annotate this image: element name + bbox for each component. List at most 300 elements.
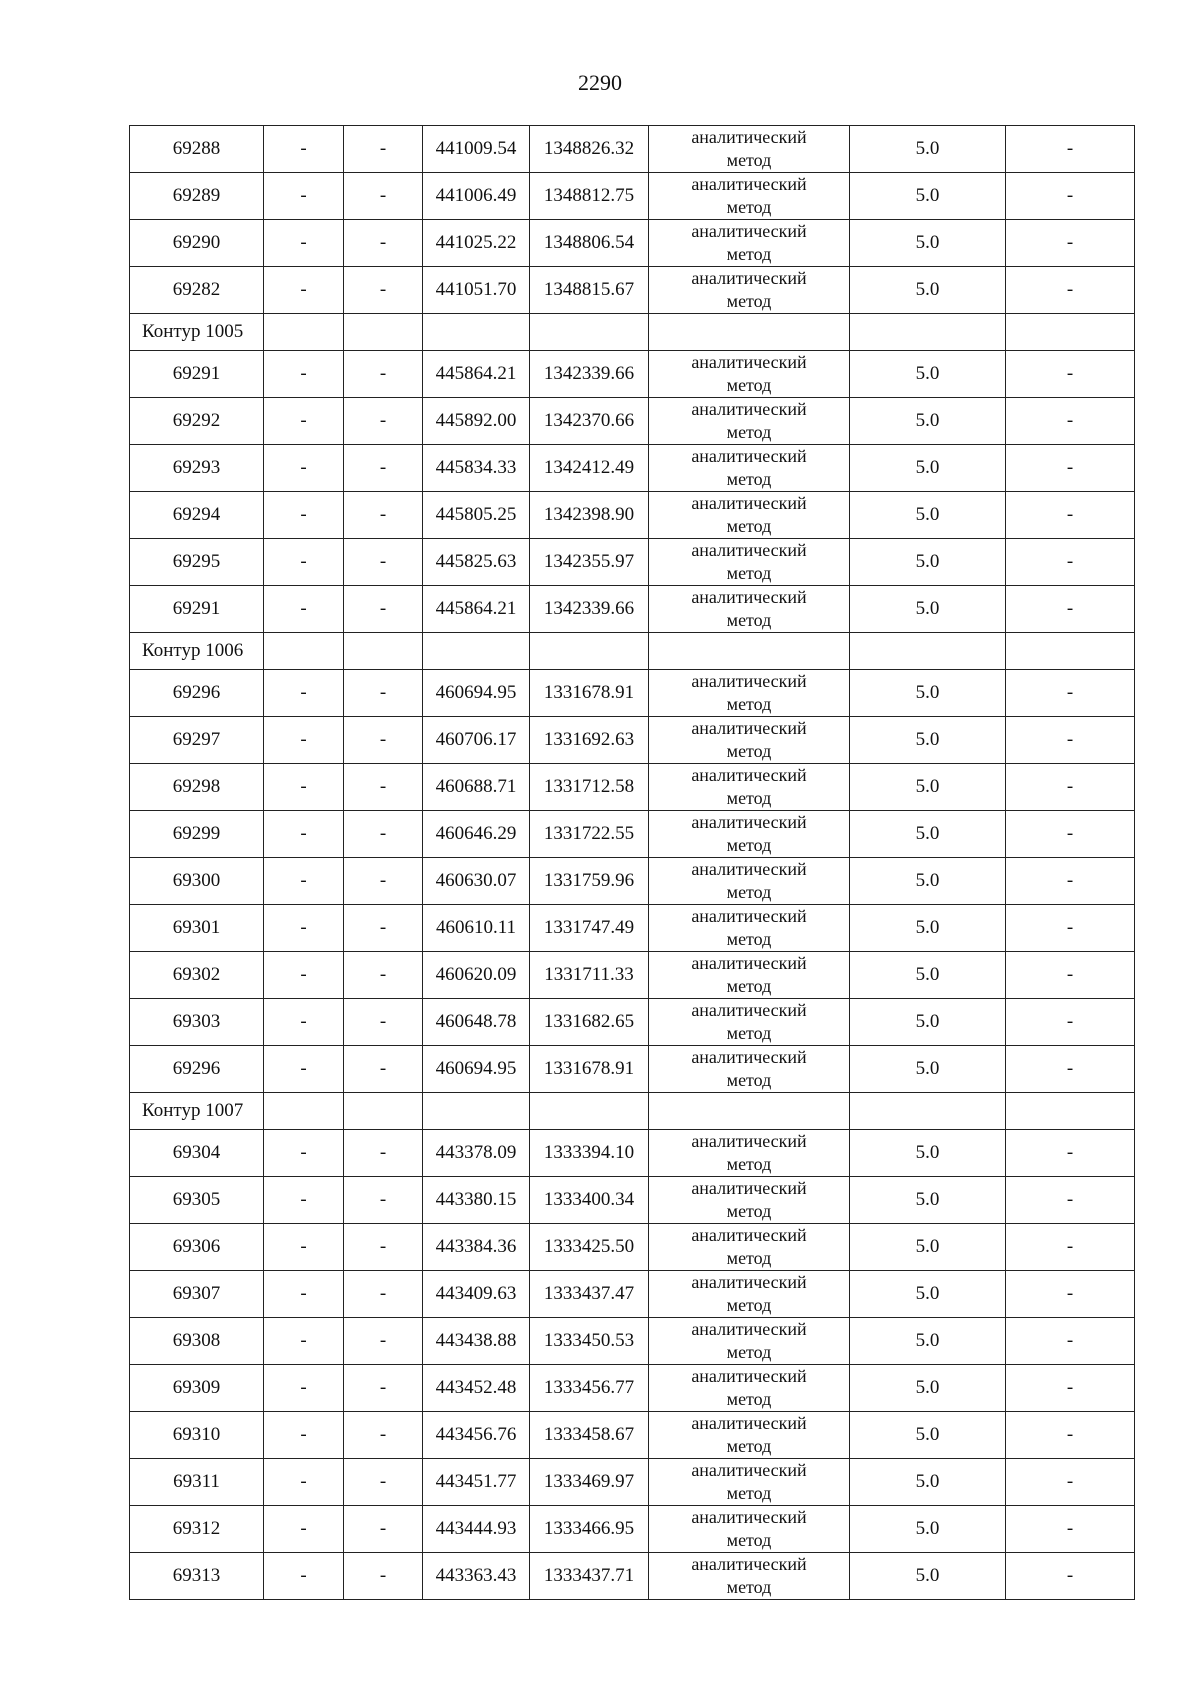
x-coordinate-cell: 460646.29 (423, 811, 530, 858)
method-cell (649, 952, 850, 999)
dash-cell: - (264, 905, 344, 952)
dash-cell: - (1006, 539, 1135, 586)
method-text: метод (726, 1248, 772, 1268)
empty-cell (264, 1093, 344, 1130)
x-coordinate-cell: 443452.48 (423, 1365, 530, 1412)
y-coordinate-cell: 1331712.58 (530, 764, 649, 811)
dash-cell: - (1006, 670, 1135, 717)
point-id-cell: 69296 (130, 1046, 264, 1093)
method-text: метод (726, 422, 772, 442)
accuracy-cell: 5.0 (850, 764, 1006, 811)
dash-cell: - (344, 1177, 423, 1224)
dash-cell: - (344, 858, 423, 905)
dash-cell: - (1006, 220, 1135, 267)
empty-cell (649, 314, 850, 351)
dash-cell: - (344, 126, 423, 173)
accuracy-cell: 5.0 (850, 126, 1006, 173)
dash-cell: - (344, 173, 423, 220)
table-row (130, 670, 1135, 717)
point-id-cell: 69291 (130, 351, 264, 398)
method-text: метод (726, 516, 772, 536)
table-row (130, 858, 1135, 905)
table-body (130, 126, 1135, 1600)
x-coordinate-cell: 460620.09 (423, 952, 530, 999)
empty-cell (850, 633, 1006, 670)
dash-cell: - (1006, 1130, 1135, 1177)
dash-cell: - (264, 670, 344, 717)
dash-cell: - (1006, 445, 1135, 492)
x-coordinate-cell: 443384.36 (423, 1224, 530, 1271)
method-text: аналитический (691, 1366, 807, 1386)
method-cell (649, 999, 850, 1046)
accuracy-cell: 5.0 (850, 220, 1006, 267)
empty-cell (530, 1093, 649, 1130)
accuracy-cell: 5.0 (850, 539, 1006, 586)
method-cell (649, 351, 850, 398)
y-coordinate-cell: 1342339.66 (530, 351, 649, 398)
y-coordinate-cell: 1333469.97 (530, 1459, 649, 1506)
point-id-cell: 69291 (130, 586, 264, 633)
point-id-cell: 69309 (130, 1365, 264, 1412)
table-row (130, 1046, 1135, 1093)
dash-cell: - (1006, 952, 1135, 999)
empty-cell (530, 633, 649, 670)
dash-cell: - (1006, 126, 1135, 173)
method-cell (649, 220, 850, 267)
dash-cell: - (1006, 267, 1135, 314)
point-id-cell: 69292 (130, 398, 264, 445)
table-row (130, 905, 1135, 952)
method-cell (649, 1130, 850, 1177)
method-text: метод (726, 882, 772, 902)
dash-cell: - (344, 539, 423, 586)
accuracy-cell: 5.0 (850, 717, 1006, 764)
point-id-cell: 69310 (130, 1412, 264, 1459)
method-text: аналитический (691, 352, 807, 372)
dash-cell: - (344, 1459, 423, 1506)
contour-label: Контур 1005 (130, 314, 264, 351)
method-text: метод (726, 1201, 772, 1221)
contour-label: Контур 1007 (130, 1093, 264, 1130)
method-text: аналитический (691, 765, 807, 785)
dash-cell: - (1006, 905, 1135, 952)
dash-cell: - (1006, 717, 1135, 764)
method-cell (649, 1177, 850, 1224)
x-coordinate-cell: 460694.95 (423, 1046, 530, 1093)
method-cell (649, 1506, 850, 1553)
point-id-cell: 69303 (130, 999, 264, 1046)
dash-cell: - (344, 717, 423, 764)
accuracy-cell: 5.0 (850, 1224, 1006, 1271)
table-row (130, 586, 1135, 633)
dash-cell: - (264, 267, 344, 314)
table-row (130, 267, 1135, 314)
accuracy-cell: 5.0 (850, 952, 1006, 999)
y-coordinate-cell: 1331682.65 (530, 999, 649, 1046)
method-text: аналитический (691, 1319, 807, 1339)
method-text: аналитический (691, 906, 807, 926)
dash-cell: - (1006, 1553, 1135, 1600)
x-coordinate-cell: 445834.33 (423, 445, 530, 492)
method-cell (649, 1365, 850, 1412)
method-text: аналитический (691, 446, 807, 466)
table-row (130, 1318, 1135, 1365)
y-coordinate-cell: 1333437.47 (530, 1271, 649, 1318)
method-text: метод (726, 244, 772, 264)
dash-cell: - (264, 952, 344, 999)
accuracy-cell: 5.0 (850, 351, 1006, 398)
method-text: метод (726, 835, 772, 855)
method-cell (649, 1271, 850, 1318)
point-id-cell: 69300 (130, 858, 264, 905)
dash-cell: - (1006, 351, 1135, 398)
table-row (130, 398, 1135, 445)
point-id-cell: 69301 (130, 905, 264, 952)
dash-cell: - (1006, 1506, 1135, 1553)
table-row (130, 999, 1135, 1046)
method-text: аналитический (691, 1000, 807, 1020)
method-text: аналитический (691, 540, 807, 560)
dash-cell: - (264, 999, 344, 1046)
method-text: метод (726, 1389, 772, 1409)
method-text: метод (726, 610, 772, 630)
contour-header-row (130, 633, 1135, 670)
table-row (130, 811, 1135, 858)
accuracy-cell: 5.0 (850, 1271, 1006, 1318)
method-text: аналитический (691, 671, 807, 691)
y-coordinate-cell: 1333450.53 (530, 1318, 649, 1365)
dash-cell: - (264, 539, 344, 586)
accuracy-cell: 5.0 (850, 1459, 1006, 1506)
dash-cell: - (344, 952, 423, 999)
method-text: аналитический (691, 859, 807, 879)
method-cell (649, 173, 850, 220)
dash-cell: - (344, 1224, 423, 1271)
dash-cell: - (344, 586, 423, 633)
dash-cell: - (344, 445, 423, 492)
dash-cell: - (264, 1130, 344, 1177)
dash-cell: - (264, 445, 344, 492)
y-coordinate-cell: 1348815.67 (530, 267, 649, 314)
x-coordinate-cell: 443378.09 (423, 1130, 530, 1177)
accuracy-cell: 5.0 (850, 1553, 1006, 1600)
method-text: метод (726, 1530, 772, 1550)
table-row (130, 173, 1135, 220)
dash-cell: - (264, 126, 344, 173)
method-text: аналитический (691, 1178, 807, 1198)
dash-cell: - (264, 351, 344, 398)
dash-cell: - (344, 1046, 423, 1093)
empty-cell (850, 314, 1006, 351)
method-text: аналитический (691, 268, 807, 288)
dash-cell: - (264, 1271, 344, 1318)
method-cell (649, 1224, 850, 1271)
dash-cell: - (264, 1412, 344, 1459)
dash-cell: - (344, 351, 423, 398)
point-id-cell: 69313 (130, 1553, 264, 1600)
dash-cell: - (1006, 1412, 1135, 1459)
dash-cell: - (264, 1506, 344, 1553)
empty-cell (649, 633, 850, 670)
accuracy-cell: 5.0 (850, 811, 1006, 858)
contour-header-row (130, 1093, 1135, 1130)
method-text: аналитический (691, 1131, 807, 1151)
method-text: аналитический (691, 174, 807, 194)
empty-cell (423, 633, 530, 670)
accuracy-cell: 5.0 (850, 445, 1006, 492)
dash-cell: - (264, 764, 344, 811)
empty-cell (264, 633, 344, 670)
method-text: метод (726, 1070, 772, 1090)
method-text: метод (726, 563, 772, 583)
accuracy-cell: 5.0 (850, 173, 1006, 220)
contour-label: Контур 1006 (130, 633, 264, 670)
dash-cell: - (344, 267, 423, 314)
dash-cell: - (1006, 492, 1135, 539)
dash-cell: - (1006, 764, 1135, 811)
method-text: метод (726, 197, 772, 217)
method-text: аналитический (691, 399, 807, 419)
method-text: метод (726, 1342, 772, 1362)
dash-cell: - (344, 999, 423, 1046)
method-text: метод (726, 788, 772, 808)
y-coordinate-cell: 1331692.63 (530, 717, 649, 764)
x-coordinate-cell: 460630.07 (423, 858, 530, 905)
dash-cell: - (344, 220, 423, 267)
method-cell (649, 717, 850, 764)
method-cell (649, 1318, 850, 1365)
x-coordinate-cell: 460688.71 (423, 764, 530, 811)
method-text: метод (726, 1023, 772, 1043)
method-text: аналитический (691, 127, 807, 147)
method-cell (649, 764, 850, 811)
table-row (130, 1553, 1135, 1600)
y-coordinate-cell: 1342339.66 (530, 586, 649, 633)
dash-cell: - (264, 1553, 344, 1600)
point-id-cell: 69307 (130, 1271, 264, 1318)
method-cell (649, 811, 850, 858)
table-row (130, 1130, 1135, 1177)
table-row (130, 1412, 1135, 1459)
dash-cell: - (344, 670, 423, 717)
x-coordinate-cell: 445864.21 (423, 351, 530, 398)
page-number: 2290 (578, 70, 622, 95)
method-text: метод (726, 469, 772, 489)
method-text: метод (726, 976, 772, 996)
point-id-cell: 69282 (130, 267, 264, 314)
y-coordinate-cell: 1331678.91 (530, 1046, 649, 1093)
table-row (130, 1271, 1135, 1318)
method-cell (649, 492, 850, 539)
accuracy-cell: 5.0 (850, 1365, 1006, 1412)
empty-cell (344, 314, 423, 351)
method-cell (649, 445, 850, 492)
accuracy-cell: 5.0 (850, 267, 1006, 314)
x-coordinate-cell: 445825.63 (423, 539, 530, 586)
method-cell (649, 1459, 850, 1506)
dash-cell: - (1006, 858, 1135, 905)
dash-cell: - (344, 905, 423, 952)
method-text: аналитический (691, 493, 807, 513)
dash-cell: - (264, 811, 344, 858)
x-coordinate-cell: 443456.76 (423, 1412, 530, 1459)
empty-cell (423, 314, 530, 351)
point-id-cell: 69312 (130, 1506, 264, 1553)
x-coordinate-cell: 441006.49 (423, 173, 530, 220)
table-row (130, 539, 1135, 586)
y-coordinate-cell: 1333456.77 (530, 1365, 649, 1412)
point-id-cell: 69293 (130, 445, 264, 492)
dash-cell: - (1006, 1177, 1135, 1224)
point-id-cell: 69297 (130, 717, 264, 764)
method-text: аналитический (691, 1413, 807, 1433)
method-text: метод (726, 291, 772, 311)
point-id-cell: 69311 (130, 1459, 264, 1506)
y-coordinate-cell: 1342370.66 (530, 398, 649, 445)
y-coordinate-cell: 1331759.96 (530, 858, 649, 905)
method-cell (649, 1046, 850, 1093)
dash-cell: - (344, 1365, 423, 1412)
dash-cell: - (1006, 1365, 1135, 1412)
method-cell (649, 905, 850, 952)
method-text: аналитический (691, 1047, 807, 1067)
accuracy-cell: 5.0 (850, 999, 1006, 1046)
x-coordinate-cell: 441051.70 (423, 267, 530, 314)
coordinates-table (129, 125, 1135, 1600)
table-row (130, 1506, 1135, 1553)
dash-cell: - (1006, 1318, 1135, 1365)
dash-cell: - (344, 1130, 423, 1177)
x-coordinate-cell: 460610.11 (423, 905, 530, 952)
dash-cell: - (264, 1177, 344, 1224)
accuracy-cell: 5.0 (850, 858, 1006, 905)
y-coordinate-cell: 1331678.91 (530, 670, 649, 717)
dash-cell: - (344, 1412, 423, 1459)
method-text: аналитический (691, 1460, 807, 1480)
dash-cell: - (344, 1318, 423, 1365)
dash-cell: - (264, 1365, 344, 1412)
method-text: аналитический (691, 587, 807, 607)
accuracy-cell: 5.0 (850, 1412, 1006, 1459)
dash-cell: - (264, 1318, 344, 1365)
empty-cell (530, 314, 649, 351)
x-coordinate-cell: 441009.54 (423, 126, 530, 173)
method-text: аналитический (691, 812, 807, 832)
dash-cell: - (344, 492, 423, 539)
accuracy-cell: 5.0 (850, 1046, 1006, 1093)
method-text: метод (726, 694, 772, 714)
dash-cell: - (264, 398, 344, 445)
dash-cell: - (264, 1046, 344, 1093)
dash-cell: - (344, 1553, 423, 1600)
method-cell (649, 586, 850, 633)
dash-cell: - (344, 398, 423, 445)
dash-cell: - (1006, 1224, 1135, 1271)
method-text: аналитический (691, 953, 807, 973)
method-text: аналитический (691, 221, 807, 241)
dash-cell: - (264, 717, 344, 764)
point-id-cell: 69305 (130, 1177, 264, 1224)
dash-cell: - (1006, 1046, 1135, 1093)
point-id-cell: 69294 (130, 492, 264, 539)
point-id-cell: 69304 (130, 1130, 264, 1177)
accuracy-cell: 5.0 (850, 905, 1006, 952)
method-cell (649, 126, 850, 173)
accuracy-cell: 5.0 (850, 670, 1006, 717)
dash-cell: - (1006, 398, 1135, 445)
dash-cell: - (1006, 586, 1135, 633)
table-row (130, 764, 1135, 811)
empty-cell (850, 1093, 1006, 1130)
dash-cell: - (264, 220, 344, 267)
x-coordinate-cell: 445805.25 (423, 492, 530, 539)
dash-cell: - (344, 1506, 423, 1553)
point-id-cell: 69288 (130, 126, 264, 173)
y-coordinate-cell: 1348806.54 (530, 220, 649, 267)
y-coordinate-cell: 1342412.49 (530, 445, 649, 492)
empty-cell (649, 1093, 850, 1130)
dash-cell: - (1006, 811, 1135, 858)
table-row (130, 717, 1135, 764)
dash-cell: - (264, 1224, 344, 1271)
x-coordinate-cell: 460648.78 (423, 999, 530, 1046)
x-coordinate-cell: 443444.93 (423, 1506, 530, 1553)
dash-cell: - (1006, 173, 1135, 220)
point-id-cell: 69289 (130, 173, 264, 220)
x-coordinate-cell: 441025.22 (423, 220, 530, 267)
x-coordinate-cell: 460694.95 (423, 670, 530, 717)
y-coordinate-cell: 1331711.33 (530, 952, 649, 999)
table-row (130, 492, 1135, 539)
y-coordinate-cell: 1342355.97 (530, 539, 649, 586)
dash-cell: - (1006, 1271, 1135, 1318)
table-row (130, 1459, 1135, 1506)
method-text: метод (726, 1577, 772, 1597)
y-coordinate-cell: 1348826.32 (530, 126, 649, 173)
point-id-cell: 69299 (130, 811, 264, 858)
point-id-cell: 69290 (130, 220, 264, 267)
point-id-cell: 69298 (130, 764, 264, 811)
table-row (130, 952, 1135, 999)
x-coordinate-cell: 445892.00 (423, 398, 530, 445)
x-coordinate-cell: 460706.17 (423, 717, 530, 764)
accuracy-cell: 5.0 (850, 492, 1006, 539)
method-text: метод (726, 1483, 772, 1503)
dash-cell: - (1006, 999, 1135, 1046)
y-coordinate-cell: 1348812.75 (530, 173, 649, 220)
accuracy-cell: 5.0 (850, 1318, 1006, 1365)
dash-cell: - (264, 492, 344, 539)
method-text: метод (726, 741, 772, 761)
method-text: аналитический (691, 1272, 807, 1292)
x-coordinate-cell: 445864.21 (423, 586, 530, 633)
table-row (130, 1365, 1135, 1412)
method-text: аналитический (691, 1507, 807, 1527)
y-coordinate-cell: 1333394.10 (530, 1130, 649, 1177)
method-text: метод (726, 1295, 772, 1315)
y-coordinate-cell: 1331747.49 (530, 905, 649, 952)
point-id-cell: 69296 (130, 670, 264, 717)
x-coordinate-cell: 443380.15 (423, 1177, 530, 1224)
empty-cell (1006, 314, 1135, 351)
y-coordinate-cell: 1333425.50 (530, 1224, 649, 1271)
dash-cell: - (1006, 1459, 1135, 1506)
method-text: метод (726, 1436, 772, 1456)
table-row (130, 1177, 1135, 1224)
method-text: аналитический (691, 718, 807, 738)
accuracy-cell: 5.0 (850, 586, 1006, 633)
y-coordinate-cell: 1342398.90 (530, 492, 649, 539)
